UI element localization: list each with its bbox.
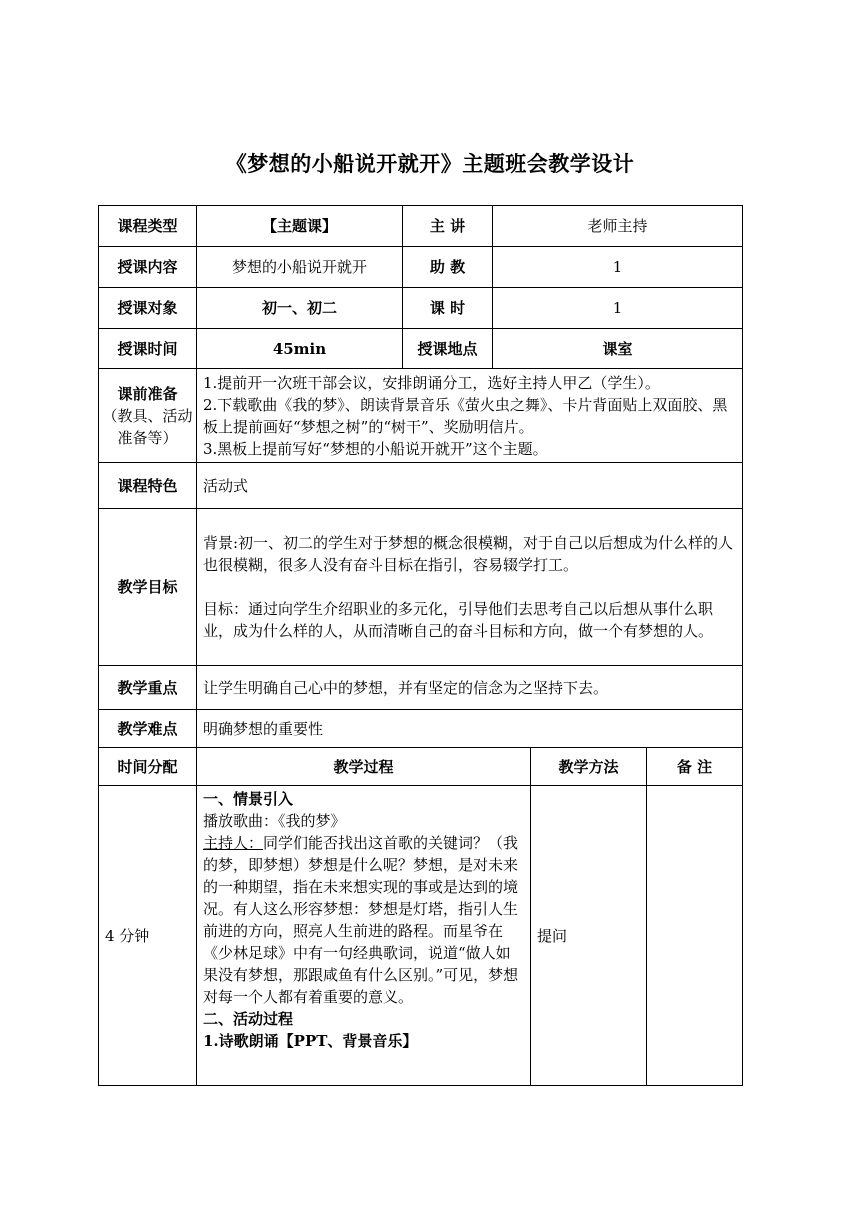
- time-label: 授课时间: [99, 329, 197, 369]
- prep-item: 3.黑板上提前写好“梦想的小船说开就开”这个主题。: [203, 439, 548, 458]
- header-process: 教学过程: [197, 748, 531, 786]
- feature-label: 课程特色: [99, 463, 197, 509]
- feature-value: 活动式: [197, 463, 743, 509]
- host-label: 主持人：: [203, 834, 264, 852]
- song-line: 播放歌曲：《我的梦》: [203, 812, 346, 830]
- course-type-value: 【主题课】: [197, 206, 403, 247]
- header-method: 教学方法: [531, 748, 647, 786]
- prep-item: 2.下载歌曲《我的梦》、朗读背景音乐《萤火虫之舞》、卡片背面贴上双面胶、黑板上提前画好“梦想之树”的“树干”、奖励明信片。: [203, 395, 728, 436]
- table-row: [99, 786, 743, 1086]
- prep-label: 课前准备: [117, 384, 178, 403]
- time-value: 45min: [197, 329, 403, 369]
- key-point-value: 让学生明确自己心中的梦想，并有坚定的信念为之坚持下去。: [197, 666, 743, 710]
- header-time: 时间分配: [99, 748, 197, 786]
- table-row: [99, 666, 743, 710]
- goal-label: 教学目标: [99, 509, 197, 666]
- table-row: [99, 288, 743, 329]
- process-method: 提问: [531, 786, 647, 1086]
- page-title: 《梦想的小船说开就开》主题班会教学设计: [225, 152, 635, 176]
- lecturer-label: 主 讲: [403, 206, 493, 247]
- hours-value: 1: [493, 288, 743, 329]
- table-row: [99, 509, 743, 666]
- process-content: [197, 786, 531, 1086]
- prep-label-cell: [99, 369, 197, 463]
- assistant-value: 1: [493, 247, 743, 288]
- host-text: 同学们能否找出这首歌的关键词？（我的梦，即梦想）梦想是什么呢？梦想，是对未来的一种期望，指在未来想实现的事或是达到的境况。有人这么形容梦想：梦想是灯塔，指引人生前进的方向，照亮人生前进的路程。而星爷在《少林足球》中有一句经典歌词，说道“做人如果没有梦想，那跟咸鱼有什么区别。”可见，梦想对每一个人都有着重要的意义。: [203, 834, 519, 1006]
- audience-value: 初一、初二: [197, 288, 403, 329]
- key-point-label: 教学重点: [99, 666, 197, 710]
- section-heading: 一、情景引入: [203, 790, 294, 808]
- table-row: [99, 329, 743, 369]
- place-label: 授课地点: [403, 329, 493, 369]
- header-note: 备 注: [647, 748, 743, 786]
- content-label: 授课内容: [99, 247, 197, 288]
- content-value: 梦想的小船说开就开: [197, 247, 403, 288]
- table-row: [99, 247, 743, 288]
- process-note: [647, 786, 743, 1086]
- table-row: [99, 369, 743, 463]
- difficulty-value: 明确梦想的重要性: [197, 710, 743, 748]
- table-row: [99, 463, 743, 509]
- hours-label: 课 时: [403, 288, 493, 329]
- table-row: [99, 748, 743, 786]
- difficulty-label: 教学难点: [99, 710, 197, 748]
- place-value: 课室: [493, 329, 743, 369]
- table-row: [99, 206, 743, 247]
- lesson-plan-table: [98, 205, 743, 1086]
- subsection-heading: 1.诗歌朗诵【PPT、背景音乐】: [203, 1032, 418, 1050]
- audience-label: 授课对象: [99, 288, 197, 329]
- goal-background: 背景:初一、初二的学生对于梦想的概念很模糊，对于自己以后想成为什么样的人也很模糊，很多人没有奋斗目标在指引，容易辍学打工。: [203, 534, 734, 574]
- prep-sublabel: （教具、活动准备等）: [102, 406, 193, 447]
- process-time: 4 分钟: [99, 786, 197, 1086]
- lecturer-value: 老师主持: [493, 206, 743, 247]
- prep-content: [197, 369, 743, 463]
- goal-target: 目标：通过向学生介绍职业的多元化，引导他们去思考自己以后想从事什么职业，成为什么样的人，从而清晰自己的奋斗目标和方向，做一个有梦想的人。: [203, 600, 714, 640]
- prep-item: 1.提前开一次班干部会议，安排朗诵分工，选好主持人甲乙（学生）。: [203, 373, 660, 392]
- assistant-label: 助 教: [403, 247, 493, 288]
- course-type-label: 课程类型: [99, 206, 197, 247]
- section-heading: 二、活动过程: [203, 1010, 294, 1028]
- table-row: [99, 710, 743, 748]
- goal-content: [197, 509, 743, 666]
